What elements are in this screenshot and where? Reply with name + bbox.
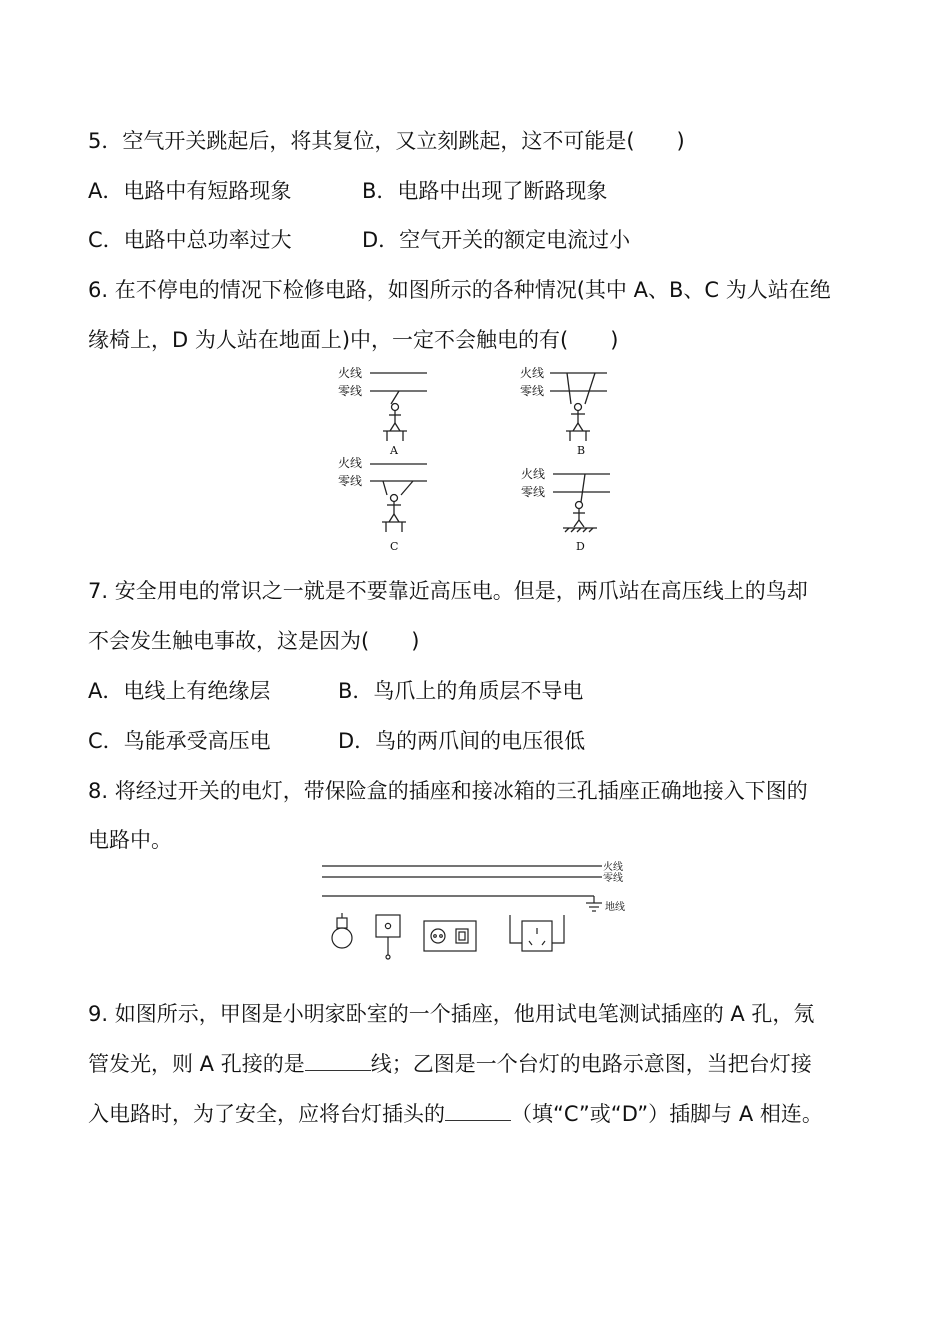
three-hole-socket-icon [522,921,552,951]
q6-stem-line2: 缘椅上，D 为人站在地面上)中，一定不会触电的有( ) [88,328,619,352]
q5-option-d: D．空气开关的额定电流过小 [362,228,631,252]
q8-neutral-label: 零线 [603,873,623,884]
q7-stem-line2: 不会发生触电事故，这是因为( ) [88,629,420,653]
q9-line3-text-b: （填“C”或“D”）插脚与 A 相连。 [511,1102,823,1126]
q6-stem-line1: 6. 在不停电的情况下检修电路，如图所示的各种情况(其中 A、B、C 为人站在绝 [88,278,831,302]
bulb-icon [332,928,352,948]
q9-line3 [88,1100,823,1128]
q8-live-label: 火线 [603,862,623,873]
q7-option-c: C．鸟能承受高压电 [88,729,271,753]
q6-c-live-label: 火线 [338,456,363,470]
q9-line1: 9. 如图所示，甲图是小明家卧室的一个插座，他用试电笔测试插座的 A 孔，氖 [88,1002,815,1026]
q6-b-live-label: 火线 [520,366,545,380]
q6-a-neutral-label: 零线 [338,384,363,398]
q6-panel-a-label: A [390,444,398,457]
q7-option-a: A．电线上有绝缘层 [88,679,271,703]
q6-panel-d-label: D [576,540,585,553]
q9-line2-text-a: 管发光，则 A 孔接的是 [88,1052,305,1076]
switch-icon [376,915,400,937]
q7-option-b: B．鸟爪上的角质层不导电 [338,679,584,703]
q6-c-neutral-label: 零线 [338,474,363,488]
q7-option-d: D．鸟的两爪间的电压很低 [338,729,586,753]
q9-blank-2[interactable] [445,1100,511,1121]
q8-figure [318,855,638,965]
q8-ground-label: 地线 [605,902,625,913]
q7-stem-line1: 7. 安全用电的常识之一就是不要靠近高压电。但是，两爪站在高压线上的鸟却 [88,579,808,603]
q6-d-neutral-label: 零线 [521,485,546,499]
q5-option-c: C．电路中总功率过大 [88,228,292,252]
q6-b-neutral-label: 零线 [520,384,545,398]
q5-option-b: B．电路中出现了断路现象 [362,179,608,203]
q6-d-live-label: 火线 [521,467,546,481]
q8-stem-line2: 电路中。 [88,828,172,852]
q9-line2 [88,1050,812,1078]
q6-panel-b-label: B [577,444,586,457]
q9-line2-text-b: 线；乙图是一个台灯的电路示意图，当把台灯接 [370,1052,812,1076]
q9-line3-text-a: 入电路时，为了安全，应将台灯插头的 [88,1102,445,1126]
q5-stem: 5．空气开关跳起后，将其复位，又立刻跳起，这不可能是( ) [88,129,685,153]
q5-option-a: A．电路中有短路现象 [88,179,292,203]
q6-a-live-label: 火线 [338,366,363,380]
q9-blank-1[interactable] [305,1050,371,1071]
q6-panel-c-label: C [390,540,399,553]
q8-stem-line1: 8. 将经过开关的电灯，带保险盒的插座和接冰箱的三孔插座正确地接入下图的 [88,779,808,803]
q6-figure [335,360,635,555]
